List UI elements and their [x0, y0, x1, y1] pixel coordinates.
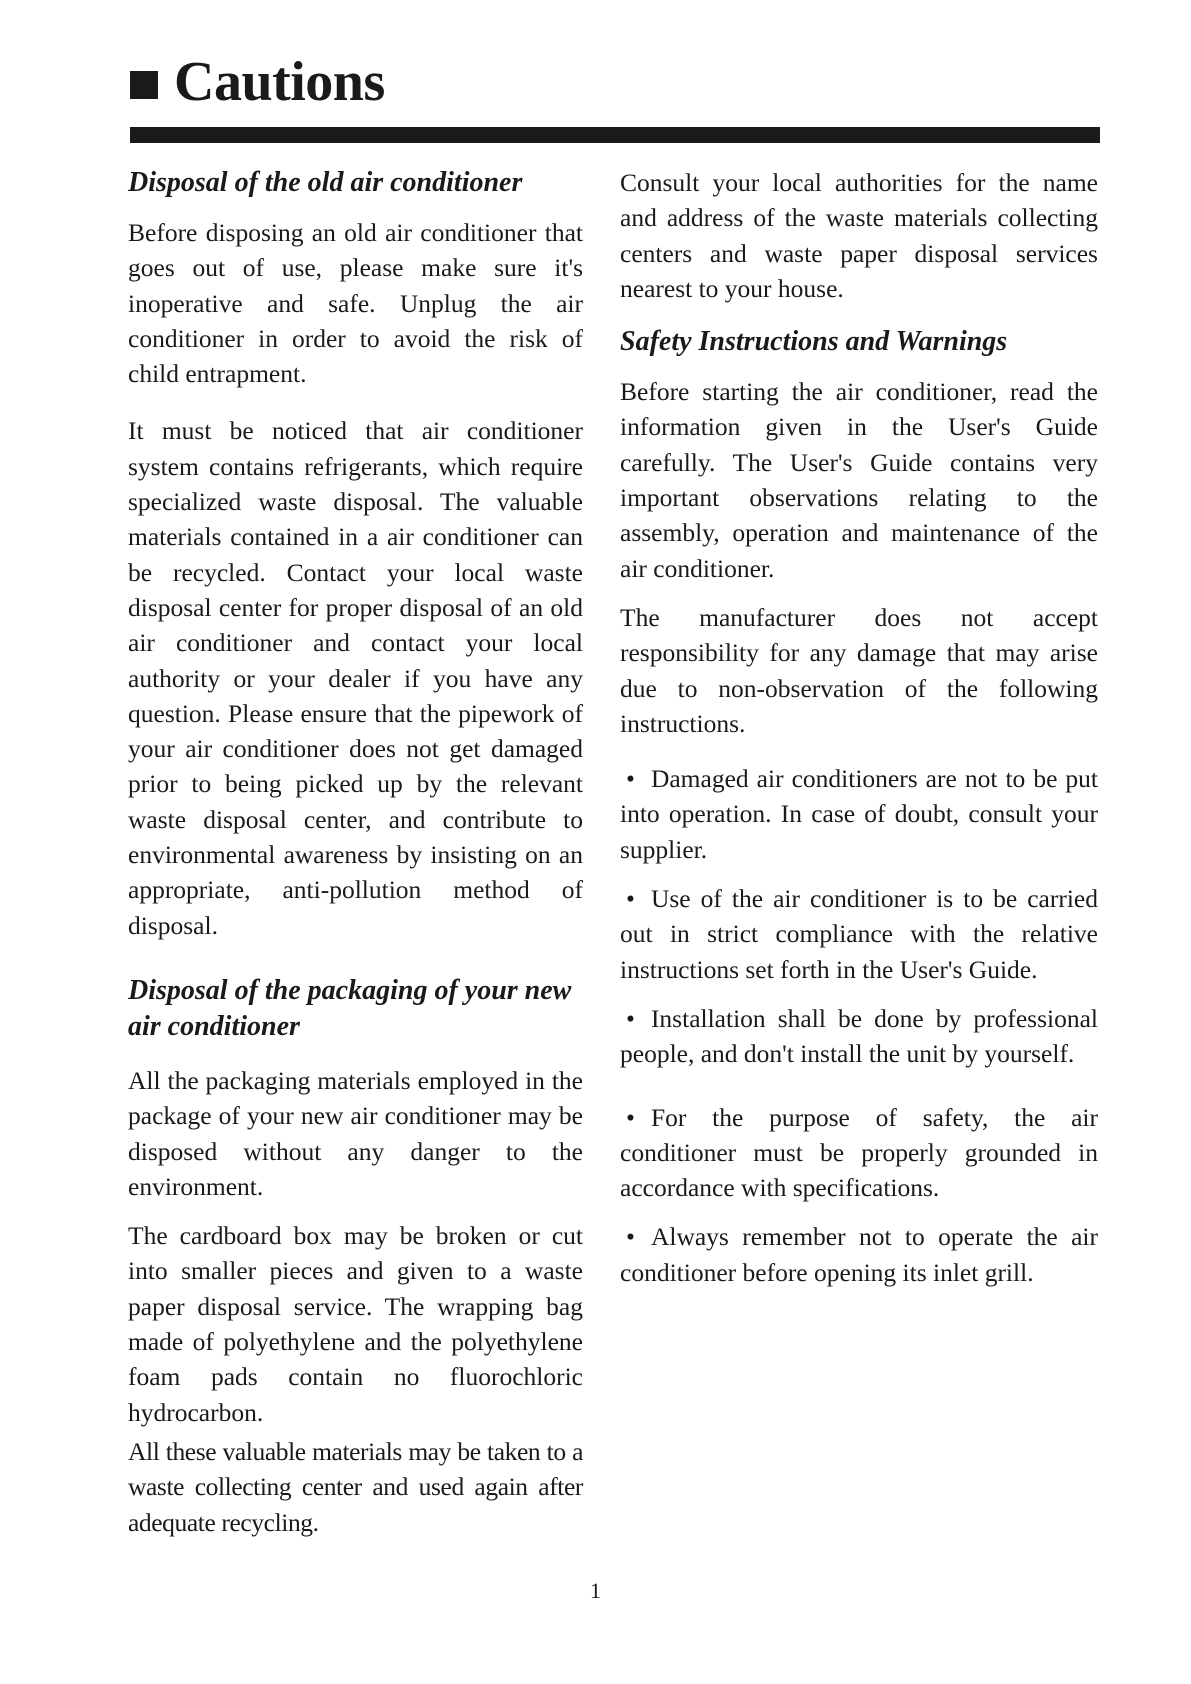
page-header	[130, 50, 385, 114]
bullet-icon: •	[626, 1003, 635, 1033]
bullet-text: Installation shall be done by professional people, and don't install the unit by yourself.	[620, 1003, 1098, 1069]
paragraph-recycling: All these valuable materials may be taken to a waste collecting center and used again after adequate recycling.	[128, 1436, 583, 1537]
square-bullet-icon	[130, 71, 158, 99]
bullet-icon: •	[626, 884, 635, 914]
right-column	[620, 165, 1098, 1304]
bullet-text: Damaged air conditioners are not to be put into operation. In case of doubt, consult your supplier.	[620, 764, 1098, 864]
page-number: 1	[590, 1578, 601, 1603]
paragraph-packaging-materials: All the packaging materials employed in the package of your new air conditioner may be disposed without any danger to the environment.	[128, 1065, 583, 1201]
page-title: Cautions	[174, 51, 385, 113]
paragraph-local-authorities: Consult your local authorities for the name and address of the waste materials collecting centers and waste paper disposal services nearest to your house.	[620, 168, 1098, 303]
bullet-text: Use of the air conditioner is to be carried out in strict compliance with the relative instructions set forth in the User's Guide.	[620, 884, 1098, 984]
bullet-item	[620, 1219, 1098, 1290]
paragraph-read-guide: Before starting the air conditioner, read the information given in the User's Guide carefully. The User's Guide contains very important observations relating to the assembly, operation and maintenance of the air conditioner.	[620, 377, 1098, 583]
bullet-item	[620, 881, 1098, 987]
heading-safety-instructions: Safety Instructions and Warnings	[620, 326, 1008, 358]
bullet-icon: •	[626, 764, 635, 794]
bullet-text: For the purpose of safety, the air conditioner must be properly grounded in accordance with specifications.	[620, 1102, 1098, 1203]
paragraph-old-ac-safety: Before disposing an old air conditioner that goes out of use, please make sure it's inoperative and safe. Unplug the air conditioner in order to avoid the risk of child entrapment.	[128, 218, 583, 389]
bullet-icon: •	[626, 1102, 635, 1132]
heading-packaging-disposal: Disposal of the packaging of your new air conditioner	[128, 974, 572, 1042]
header-rule	[130, 127, 1100, 143]
paragraph-refrigerants: It must be noticed that air conditioner system contains refrigerants, which require specialized waste disposal. The valuable materials contained in a air conditioner can be recycled. Contact your local waste disposal center for proper disposal of an old air conditioner and contact your local authority or your dealer if you have any question. Please ensure that the pipework of your air conditioner does not get damaged prior to being picked up by the relevant waste disposal center, and contribute to environmental awareness by insisting on an appropriate, anti-pollution method of disposal.	[128, 416, 583, 940]
paragraph-cardboard-box: The cardboard box may be broken or cut into smaller pieces and given to a waste paper disposal service. The wrapping bag made of polyethylene and the polyethylene foam pads contain no fluorochloric hydrocarbon.	[128, 1221, 583, 1427]
paragraph-manufacturer-liability: The manufacturer does not accept responsibility for any damage that may arise due to non-observation of the following instructions.	[620, 602, 1098, 738]
bullet-item	[620, 1100, 1098, 1206]
heading-old-ac-disposal: Disposal of the old air conditioner	[128, 167, 523, 198]
bullet-item	[620, 1001, 1098, 1072]
left-column	[128, 165, 583, 1562]
bullet-icon: •	[626, 1222, 635, 1252]
bullet-text: Always remember not to operate the air conditioner before opening its inlet grill.	[620, 1222, 1098, 1287]
bullet-item	[620, 761, 1098, 867]
